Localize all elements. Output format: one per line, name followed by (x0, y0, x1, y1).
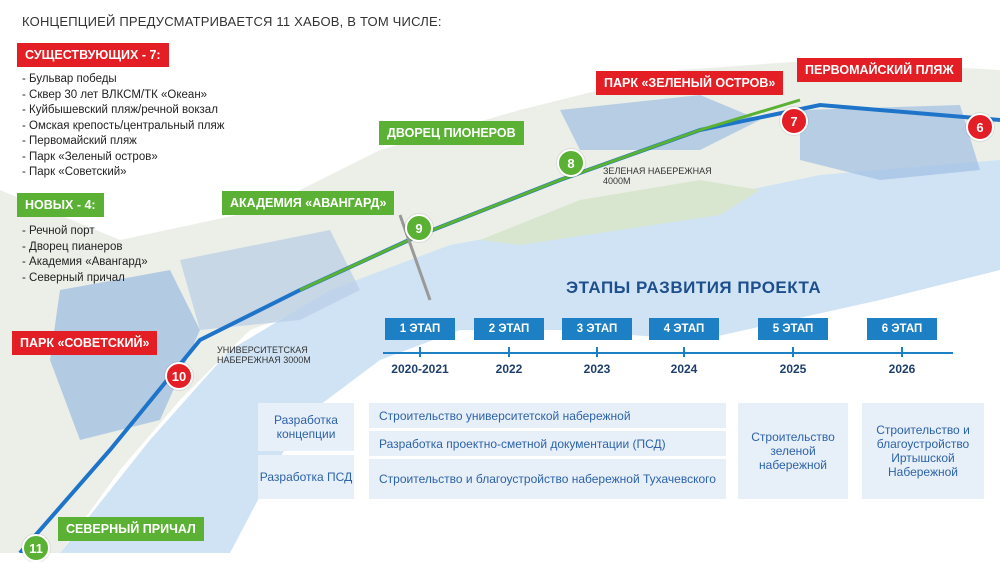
stage-5: 5 ЭТАП (758, 318, 828, 340)
list-item: - Сквер 30 лет ВЛКСМ/ТК «Океан» (22, 88, 208, 101)
hub-badge-11: 11 (22, 534, 50, 562)
timeline-tick (683, 347, 685, 357)
stages-title: ЭТАПЫ РАЗВИТИЯ ПРОЕКТА (566, 278, 822, 297)
year-2: 2022 (495, 362, 523, 376)
year-6: 2026 (888, 362, 916, 376)
list-item: - Первомайский пляж (22, 135, 137, 147)
list-item: - Речной порт (22, 225, 95, 237)
timeline-tick (596, 347, 598, 357)
task-university-embankment: Строительство университетской набережной (369, 403, 726, 428)
list-item: - Куйбышевский пляж/речной вокзал (22, 104, 218, 116)
hub-label-sovetsky: ПАРК «СОВЕТСКИЙ» (12, 331, 157, 355)
timeline-tick (419, 347, 421, 357)
stage-1: 1 ЭТАП (385, 318, 455, 340)
green-embankment-label: ЗЕЛЕНАЯ НАБЕРЕЖНАЯ 4000М (603, 166, 712, 186)
stage-2: 2 ЭТАП (474, 318, 544, 340)
year-3: 2023 (583, 362, 611, 376)
list-item: - Северный причал (22, 271, 125, 284)
task-irtysh-embankment: Строительство и благоустройство Иртышской Набережной (862, 403, 984, 499)
list-item: - Парк «Советский» (22, 166, 127, 178)
hub-label-palace: ДВОРЕЦ ПИОНЕРОВ (379, 121, 524, 145)
timeline-tick (792, 347, 794, 357)
hub-badge-7: 7 (780, 107, 808, 135)
hub-badge-9: 9 (405, 214, 433, 242)
hub-label-park-green-island: ПАРК «ЗЕЛЕНЫЙ ОСТРОВ» (596, 71, 783, 95)
list-item: - Парк «Зеленый остров» (22, 150, 158, 163)
year-4: 2024 (670, 362, 698, 376)
hub-badge-8: 8 (557, 149, 585, 177)
year-1: 2020-2021 (391, 362, 449, 376)
hub-label-north-pier: СЕВЕРНЫЙ ПРИЧАЛ (58, 517, 204, 541)
timeline-tick (508, 347, 510, 357)
hub-badge-10: 10 (165, 362, 193, 390)
new-hubs-list (22, 224, 148, 286)
list-item: - Дворец пианеров (22, 240, 123, 253)
task-tukhachevsky-embankment: Строительство и благоустройство набережной Тухачевского (369, 459, 726, 499)
hub-badge-6: 6 (966, 113, 994, 141)
hub-label-pervomaisky: ПЕРВОМАЙСКИЙ ПЛЯЖ (797, 58, 962, 82)
list-item: - Академия «Авангард» (22, 256, 148, 268)
university-embankment-label: УНИВЕРСИТЕТСКАЯ НАБЕРЕЖНАЯ 3000М (217, 345, 311, 365)
task-concept: Разработка концепции (258, 403, 354, 451)
task-psd: Разработка ПСД (258, 455, 354, 499)
year-5: 2025 (779, 362, 807, 376)
existing-hubs-list (22, 72, 224, 181)
list-item: - Бульвар победы (22, 73, 117, 85)
timeline-tick (901, 347, 903, 357)
new-hubs-tag: НОВЫХ - 4: (17, 193, 104, 217)
timeline-line (383, 352, 953, 354)
list-item: - Омская крепость/центральный пляж (22, 119, 225, 132)
task-green-embankment: Строительство зеленой набережной (738, 403, 848, 499)
stage-3: 3 ЭТАП (562, 318, 632, 340)
stage-4: 4 ЭТАП (649, 318, 719, 340)
task-psd-documentation: Разработка проектно-сметной документации (ПСД) (369, 431, 726, 456)
existing-hubs-tag: СУЩЕСТВУЮЩИХ - 7: (17, 43, 169, 67)
stage-6: 6 ЭТАП (867, 318, 937, 340)
hub-label-academy: АКАДЕМИЯ «АВАНГАРД» (222, 191, 394, 215)
page-header: КОНЦЕПЦИЕЙ ПРЕДУСМАТРИВАЕТСЯ 11 ХАБОВ, В ТОМ ЧИСЛЕ: (22, 14, 442, 29)
